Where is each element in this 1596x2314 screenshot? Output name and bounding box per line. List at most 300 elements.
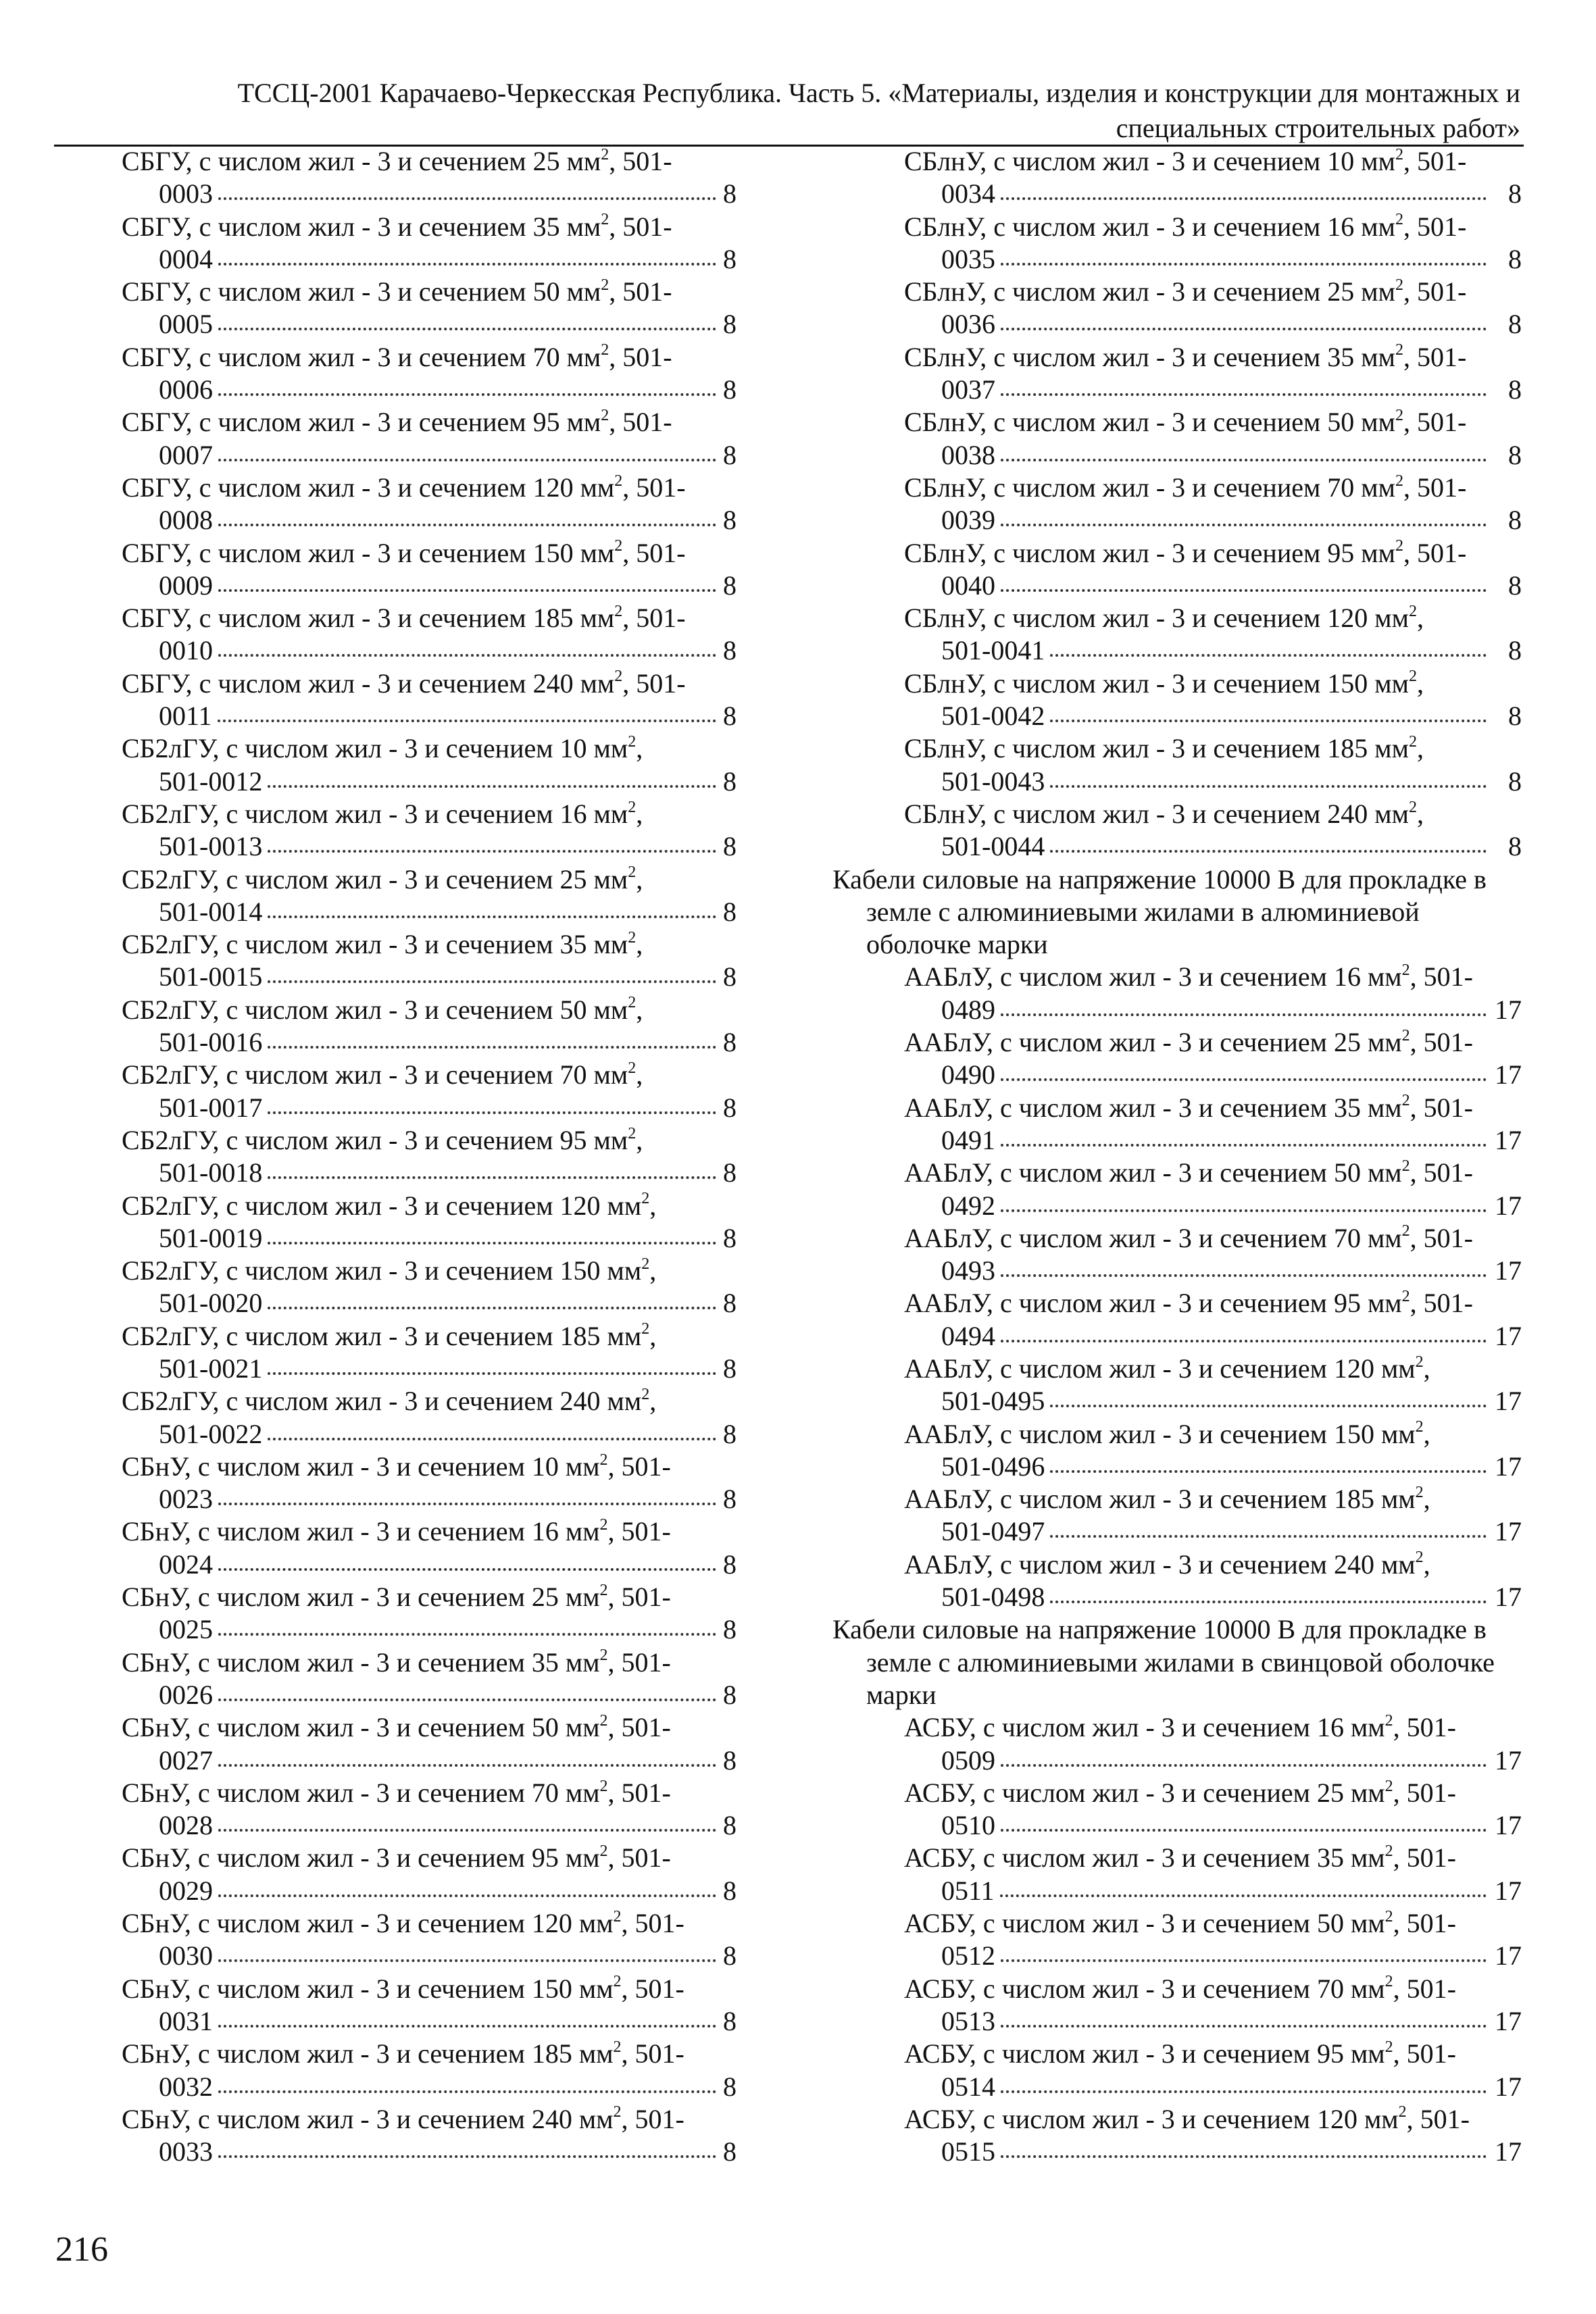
superscript-2: 2	[1415, 1353, 1424, 1371]
entry-page-number: 17	[1495, 1940, 1522, 1971]
index-entry	[122, 602, 737, 668]
entry-page-number: 8	[1508, 635, 1522, 666]
entry-code: 0011	[159, 701, 212, 732]
entry-name: АСБУ, с числом жил - 3 и сечением 35 мм	[904, 1842, 1385, 1873]
entry-title	[122, 2038, 737, 2070]
entry-code-prefix: ,	[636, 929, 643, 960]
entry-title	[122, 472, 737, 504]
superscript-2: 2	[1395, 341, 1403, 359]
entry-code: 0029	[159, 1875, 213, 1906]
entry-code-line	[122, 1287, 737, 1319]
dot-leader	[268, 1242, 716, 1244]
entry-code-line	[122, 2136, 737, 2168]
entry-code: 0027	[159, 1744, 213, 1776]
entry-name: СБлнУ, с числом жил - 3 и сечением 50 мм	[904, 407, 1395, 438]
entry-title	[122, 1385, 737, 1417]
entry-code: 0510	[941, 1810, 995, 1841]
entry-name: СБ2лГУ, с числом жил - 3 и сечением 25 мм	[122, 863, 628, 895]
entry-code-prefix: ,	[1416, 798, 1424, 829]
entry-title	[122, 668, 737, 700]
entry-name: СБлнУ, с числом жил - 3 и сечением 240 мм	[904, 798, 1409, 829]
entry-code: 501-0497	[941, 1516, 1045, 1547]
entry-code: 501-0020	[159, 1288, 263, 1319]
superscript-2: 2	[1395, 211, 1403, 229]
dot-leader	[1001, 393, 1487, 396]
entry-code-line	[832, 1744, 1522, 1777]
index-entry	[832, 668, 1522, 733]
index-entry	[832, 145, 1522, 211]
index-entry	[122, 145, 737, 211]
superscript-2: 2	[1408, 668, 1417, 686]
entry-code-line	[832, 1940, 1522, 1972]
entry-title	[832, 1353, 1522, 1385]
superscript-2: 2	[614, 472, 623, 490]
entry-page-number: 17	[1495, 994, 1522, 1025]
entry-code-prefix: , 501-	[1393, 2038, 1456, 2069]
entry-name: СБ2лГУ, с числом жил - 3 и сечением 35 мм	[122, 929, 628, 960]
entry-code: 0039	[941, 505, 995, 536]
dot-leader	[1001, 263, 1487, 266]
entry-name: СБнУ, с числом жил - 3 и сечением 35 мм	[122, 1646, 600, 1678]
entry-name: СБнУ, с числом жил - 3 и сечением 25 мм	[122, 1582, 600, 1613]
dot-leader	[218, 2025, 716, 2028]
entry-name: СБнУ, с числом жил - 3 и сечением 120 мм	[122, 1908, 614, 1939]
entry-name: АСБУ, с числом жил - 3 и сечением 16 мм	[904, 1712, 1385, 1743]
entry-code-prefix: ,	[649, 1255, 657, 1286]
entry-code: 501-0012	[159, 765, 263, 797]
entry-code: 0515	[941, 2136, 995, 2167]
index-entry	[832, 1483, 1522, 1549]
index-entry	[122, 1711, 737, 1777]
entry-name: СБГУ, с числом жил - 3 и сечением 120 мм	[122, 472, 615, 503]
entry-code-line	[832, 1809, 1522, 1842]
entry-title	[122, 1777, 737, 1809]
index-entry	[832, 211, 1522, 276]
entry-name: СБлнУ, с числом жил - 3 и сечением 95 мм	[904, 537, 1395, 568]
entry-code-line	[832, 1320, 1522, 1353]
entry-code: 0006	[159, 374, 213, 405]
entry-title	[832, 1418, 1522, 1451]
entry-page-number: 8	[1508, 570, 1522, 601]
index-entry	[832, 1907, 1522, 1973]
entry-page-number: 8	[723, 701, 737, 732]
entry-code: 0494	[941, 1320, 995, 1351]
entry-code-line	[832, 1875, 1522, 1907]
entry-code: 0003	[159, 178, 213, 209]
entry-name: СБлнУ, с числом жил - 3 и сечением 35 мм	[904, 341, 1395, 372]
entry-name: АСБУ, с числом жил - 3 и сечением 95 мм	[904, 2038, 1385, 2069]
entry-code: 0514	[941, 2071, 995, 2102]
superscript-2: 2	[641, 1255, 650, 1273]
index-entry	[832, 2103, 1522, 2169]
entry-code: 501-0495	[941, 1386, 1045, 1417]
entry-page-number: 17	[1495, 1875, 1522, 1906]
dot-leader	[1050, 1601, 1487, 1603]
dot-leader	[1001, 1764, 1487, 1767]
entry-title	[122, 1973, 737, 2005]
index-entry	[122, 1255, 737, 1320]
entry-code-line	[122, 1679, 737, 1711]
superscript-2: 2	[1401, 1026, 1410, 1045]
index-entry	[122, 2038, 737, 2103]
entry-code-prefix: ,	[1416, 603, 1424, 634]
entry-code-line	[122, 1418, 737, 1451]
entry-page-number: 8	[723, 1810, 737, 1841]
index-entry	[832, 472, 1522, 537]
entry-code: 501-0042	[941, 701, 1045, 732]
entry-title	[122, 1842, 737, 1874]
entry-code-prefix: , 501-	[1393, 1842, 1456, 1873]
entry-page-number: 17	[1495, 1320, 1522, 1351]
entry-name: СБнУ, с числом жил - 3 и сечением 50 мм	[122, 1712, 600, 1743]
entry-title	[832, 1026, 1522, 1059]
dot-leader	[268, 1307, 716, 1309]
entry-page-number: 8	[723, 2005, 737, 2036]
entry-code-line	[832, 1255, 1522, 1287]
entry-name: СБнУ, с числом жил - 3 и сечением 150 мм	[122, 1973, 614, 2004]
entry-code-line	[122, 1744, 737, 1777]
entry-page-number: 8	[723, 1222, 737, 1253]
index-entry	[122, 1646, 737, 1712]
dot-leader	[1050, 1405, 1487, 1407]
superscript-2: 2	[601, 211, 609, 229]
entry-code-prefix: , 501-	[1403, 341, 1467, 372]
header-line-1: ТССЦ-2001 Карачаево-Черкесская Республика. Часть 5. «Материалы, изделия и конструкции для монтажных и	[237, 78, 1520, 108]
dot-leader	[1001, 197, 1487, 200]
index-entry	[122, 1124, 737, 1190]
superscript-2: 2	[1408, 733, 1417, 751]
entry-code-line	[122, 1026, 737, 1059]
index-entry	[832, 276, 1522, 341]
entry-code: 0028	[159, 1810, 213, 1841]
index-entry	[832, 341, 1522, 407]
index-entry	[832, 2038, 1522, 2103]
entry-page-number: 17	[1495, 1516, 1522, 1547]
entry-page-number: 8	[723, 1288, 737, 1319]
entry-code: 0005	[159, 309, 213, 340]
dot-leader	[1001, 1209, 1487, 1212]
entry-name: АСБУ, с числом жил - 3 и сечением 70 мм	[904, 1973, 1385, 2004]
index-entry	[122, 341, 737, 407]
entry-page-number: 8	[723, 2071, 737, 2102]
entry-page-number: 8	[723, 1157, 737, 1188]
entry-code-prefix: ,	[636, 863, 643, 895]
entry-page-number: 17	[1495, 2071, 1522, 2102]
entry-page-number: 8	[1508, 701, 1522, 732]
index-entry	[122, 537, 737, 603]
entry-title	[832, 1287, 1522, 1319]
entry-code: 0026	[159, 1679, 213, 1710]
entry-code-line	[122, 504, 737, 536]
entry-name: ААБлУ, с числом жил - 3 и сечением 120 мм	[904, 1353, 1416, 1384]
entry-title	[122, 537, 737, 570]
entry-code: 501-0017	[159, 1092, 263, 1123]
entry-code: 0008	[159, 505, 213, 536]
dot-leader	[268, 1372, 716, 1375]
entry-page-number: 8	[723, 1744, 737, 1776]
entry-title	[832, 798, 1522, 830]
entry-title	[122, 798, 737, 830]
entry-code-prefix: , 501-	[621, 2038, 684, 2069]
entry-title	[122, 1515, 737, 1548]
dot-leader	[1001, 459, 1487, 461]
superscript-2: 2	[641, 1385, 650, 1403]
entry-code: 0032	[159, 2071, 213, 2102]
superscript-2: 2	[628, 863, 637, 882]
index-entry	[122, 994, 737, 1059]
superscript-2: 2	[1415, 1418, 1424, 1436]
dot-leader	[218, 1959, 716, 1962]
superscript-2: 2	[613, 1907, 622, 1926]
dot-leader	[218, 2155, 716, 2158]
entry-code-line	[122, 439, 737, 472]
entry-code-line	[122, 308, 737, 341]
entry-code-prefix: , 501-	[621, 1973, 684, 2004]
index-entry	[122, 1059, 737, 1124]
entry-title	[832, 732, 1522, 765]
entry-code-line	[832, 374, 1522, 406]
entry-name: ААБлУ, с числом жил - 3 и сечением 95 мм	[904, 1288, 1402, 1319]
entry-name: СБГУ, с числом жил - 3 и сечением 25 мм	[122, 146, 601, 176]
superscript-2: 2	[613, 2038, 622, 2056]
entry-code-line	[832, 994, 1522, 1026]
entry-title	[832, 211, 1522, 243]
entry-code-prefix: , 501-	[1410, 1092, 1473, 1123]
index-entry	[122, 668, 737, 733]
entry-title	[832, 1777, 1522, 1809]
entry-code-prefix: , 501-	[607, 1516, 671, 1547]
entry-title	[122, 1581, 737, 1613]
dot-leader	[218, 1829, 716, 1832]
entry-title	[832, 1549, 1522, 1581]
section-heading: Кабели силовые на напряжение 10000 В для прокладке в земле с алюминиевыми жилами в алюминиевой оболочке марки	[832, 863, 1487, 960]
entry-name: АСБУ, с числом жил - 3 и сечением 120 мм	[904, 2103, 1399, 2134]
entry-title	[832, 668, 1522, 700]
entry-title	[832, 961, 1522, 993]
entry-code-line	[122, 374, 737, 406]
entry-code-prefix: , 501-	[621, 1908, 684, 1939]
entry-page-number: 17	[1495, 1255, 1522, 1286]
entry-code-prefix: ,	[636, 1059, 643, 1090]
index-column-right	[832, 145, 1522, 2168]
index-entry	[832, 1549, 1522, 1614]
entry-name: ААБлУ, с числом жил - 3 и сечением 35 мм	[904, 1092, 1402, 1123]
entry-page-number: 8	[1508, 243, 1522, 274]
entry-code-line	[832, 765, 1522, 798]
dot-leader	[1050, 785, 1487, 788]
entry-name: СБГУ, с числом жил - 3 и сечением 240 мм	[122, 668, 615, 699]
index-entry	[832, 732, 1522, 798]
entry-page-number: 17	[1495, 2136, 1522, 2167]
entry-code-line	[122, 896, 737, 928]
entry-name: ААБлУ, с числом жил - 3 и сечением 50 мм	[904, 1157, 1402, 1188]
entry-page-number: 8	[723, 1940, 737, 1971]
superscript-2: 2	[1408, 798, 1417, 816]
index-entry	[122, 1907, 737, 1973]
entry-code: 0009	[159, 570, 213, 601]
superscript-2: 2	[1385, 1973, 1393, 1991]
superscript-2: 2	[599, 1516, 608, 1534]
superscript-2: 2	[613, 2103, 622, 2121]
entry-page-number: 8	[1508, 178, 1522, 209]
entry-page-number: 17	[1495, 1190, 1522, 1221]
entry-code-prefix: ,	[649, 1386, 657, 1417]
entry-title	[832, 1157, 1522, 1189]
superscript-2: 2	[601, 145, 609, 164]
entry-page-number: 17	[1495, 1124, 1522, 1155]
entry-title	[122, 994, 737, 1026]
entry-name: СБ2лГУ, с числом жил - 3 и сечением 150 мм	[122, 1255, 642, 1286]
entry-title	[832, 1907, 1522, 1940]
dot-leader	[268, 1438, 716, 1440]
superscript-2: 2	[1401, 1092, 1410, 1110]
entry-code: 0490	[941, 1059, 995, 1090]
index-entry	[832, 1418, 1522, 1484]
dot-leader	[1001, 2090, 1487, 2093]
superscript-2: 2	[614, 537, 623, 555]
entry-name: СБ2лГУ, с числом жил - 3 и сечением 70 мм	[122, 1059, 628, 1090]
superscript-2: 2	[1401, 1222, 1410, 1240]
index-entry	[122, 406, 737, 472]
entry-code-prefix: , 501-	[622, 472, 686, 503]
superscript-2: 2	[628, 733, 637, 751]
superscript-2: 2	[641, 1190, 650, 1208]
dot-leader	[1001, 2025, 1487, 2028]
entry-code: 0035	[941, 243, 995, 274]
entry-code-line	[832, 439, 1522, 472]
entry-name: ААБлУ, с числом жил - 3 и сечением 240 мм	[904, 1549, 1416, 1580]
superscript-2: 2	[1408, 602, 1417, 620]
dot-leader	[268, 785, 716, 788]
entry-code-prefix: , 501-	[1403, 276, 1467, 307]
dot-leader	[218, 1699, 716, 1701]
entry-code-prefix: , 501-	[622, 537, 686, 568]
entry-page-number: 8	[1508, 831, 1522, 862]
index-entry	[832, 1711, 1522, 1777]
entry-name: СБнУ, с числом жил - 3 и сечением 185 мм	[122, 2038, 614, 2069]
dot-leader	[218, 654, 716, 657]
entry-name: СБлнУ, с числом жил - 3 и сечением 120 мм	[904, 603, 1409, 634]
entry-name: ААБлУ, с числом жил - 3 и сечением 70 мм	[904, 1222, 1402, 1253]
entry-code: 0513	[941, 2005, 995, 2036]
entry-page-number: 8	[723, 374, 737, 405]
entry-code-line	[122, 700, 737, 732]
entry-code-prefix: ,	[636, 733, 643, 764]
entry-code-line	[122, 1222, 737, 1255]
entry-title	[122, 732, 737, 765]
entry-code-line	[122, 243, 737, 276]
entry-code-line	[832, 1059, 1522, 1091]
entry-title	[122, 863, 737, 896]
entry-code-prefix: , 501-	[1406, 2103, 1470, 2134]
dot-leader	[218, 1764, 716, 1767]
superscript-2: 2	[599, 1711, 608, 1730]
entry-code-prefix: , 501-	[1410, 1027, 1473, 1058]
dot-leader	[268, 1111, 716, 1114]
dot-leader	[218, 720, 716, 722]
entry-code-line	[832, 308, 1522, 341]
entry-code-prefix: , 501-	[1393, 1973, 1456, 2004]
dot-leader	[1050, 720, 1487, 722]
index-column-left	[122, 145, 737, 2168]
entry-title	[122, 602, 737, 634]
entry-page-number: 8	[723, 570, 737, 601]
dot-leader	[1001, 328, 1487, 330]
dot-leader	[1001, 1144, 1487, 1147]
entry-code: 0010	[159, 635, 213, 666]
entry-code: 0030	[159, 1940, 213, 1971]
entry-code-line	[122, 1875, 737, 1907]
entry-code-line	[832, 1190, 1522, 1222]
entry-code-line	[832, 504, 1522, 536]
entry-page-number: 8	[723, 635, 737, 666]
entry-code-line	[122, 178, 737, 210]
entry-page-number: 8	[1508, 765, 1522, 797]
entry-code: 501-0015	[159, 961, 263, 992]
entry-code-line	[122, 1157, 737, 1189]
index-entry	[832, 1353, 1522, 1418]
entry-code-prefix: , 501-	[1410, 961, 1473, 992]
dot-leader	[218, 1568, 716, 1571]
superscript-2: 2	[599, 1777, 608, 1795]
header-line-2: специальных строительных работ»	[1116, 113, 1520, 143]
entry-name: СБГУ, с числом жил - 3 и сечением 185 мм	[122, 603, 615, 634]
entry-code-prefix: , 501-	[1403, 211, 1467, 242]
entry-name: СБГУ, с числом жил - 3 и сечением 70 мм	[122, 341, 601, 372]
entry-code-prefix: , 501-	[609, 341, 672, 372]
index-entry	[122, 732, 737, 798]
dot-leader	[218, 328, 716, 330]
dot-leader	[1001, 589, 1487, 592]
dot-leader	[268, 850, 716, 853]
entry-page-number: 17	[1495, 1582, 1522, 1613]
entry-title	[122, 406, 737, 438]
entry-title	[832, 2038, 1522, 2070]
entry-code-prefix: ,	[1423, 1418, 1430, 1449]
entry-code-prefix: , 501-	[607, 1842, 671, 1873]
entry-name: СБГУ, с числом жил - 3 и сечением 95 мм	[122, 407, 601, 438]
entry-name: СБнУ, с числом жил - 3 и сечением 16 мм	[122, 1516, 600, 1547]
entry-name: СБнУ, с числом жил - 3 и сечением 240 мм	[122, 2103, 614, 2134]
superscript-2: 2	[1415, 1549, 1424, 1567]
entry-code-line	[832, 243, 1522, 276]
superscript-2: 2	[1415, 1483, 1424, 1501]
superscript-2: 2	[1395, 276, 1403, 294]
superscript-2: 2	[641, 1320, 650, 1338]
superscript-2: 2	[599, 1646, 608, 1665]
entry-code-prefix: , 501-	[1403, 472, 1467, 503]
entry-code-prefix: , 501-	[607, 1777, 671, 1808]
entry-page-number: 17	[1495, 1386, 1522, 1417]
entry-name: СБлнУ, с числом жил - 3 и сечением 16 мм	[904, 211, 1395, 242]
dot-leader	[1001, 1829, 1487, 1832]
entry-code-line	[832, 178, 1522, 210]
index-entry	[832, 1026, 1522, 1092]
entry-title	[832, 1092, 1522, 1124]
entry-code-prefix: , 501-	[622, 668, 686, 699]
entry-code-prefix: , 501-	[609, 276, 672, 307]
index-entry	[832, 961, 1522, 1026]
entry-title	[832, 2103, 1522, 2136]
entry-code-prefix: , 501-	[1410, 1157, 1473, 1188]
entry-code-line	[122, 830, 737, 863]
entry-name: СБ2лГУ, с числом жил - 3 и сечением 16 мм	[122, 798, 628, 829]
superscript-2: 2	[628, 798, 637, 816]
entry-code: 501-0041	[941, 635, 1045, 666]
index-entry	[122, 1515, 737, 1581]
entry-code-line	[832, 830, 1522, 863]
entry-page-number: 8	[723, 1418, 737, 1449]
